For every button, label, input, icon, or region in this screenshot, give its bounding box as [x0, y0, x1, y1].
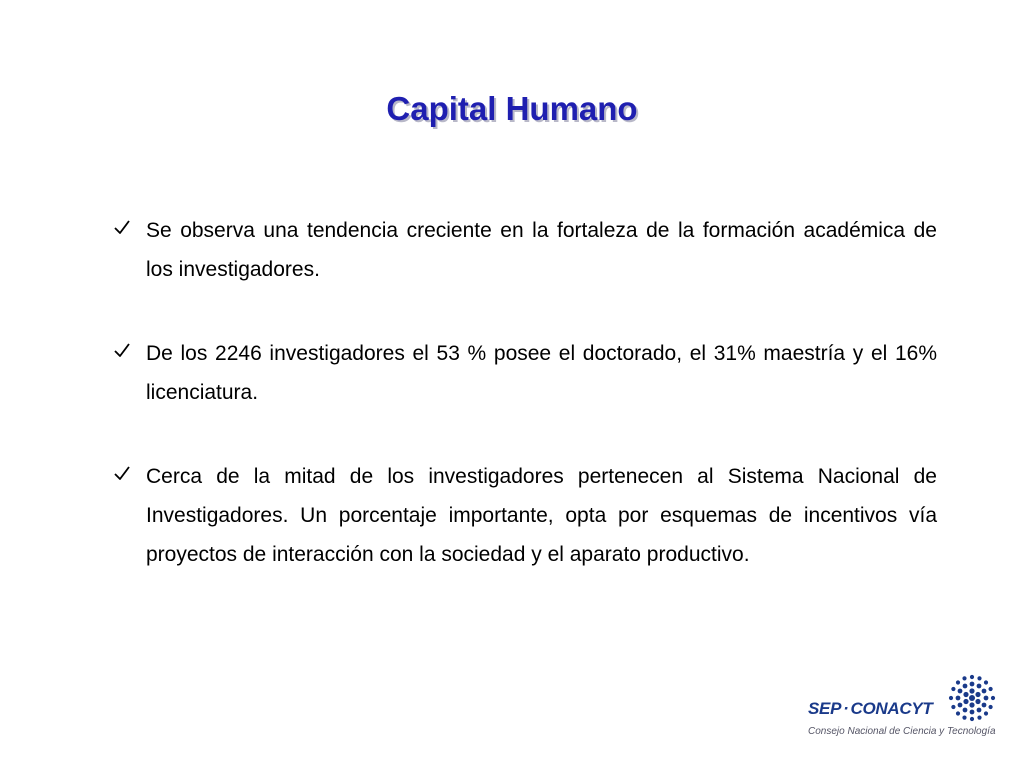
- bullet-list: [113, 211, 937, 574]
- logo-sep-text: SEP: [808, 699, 842, 718]
- slide-title: Capital Humano: [386, 90, 638, 127]
- check-icon: [113, 211, 133, 250]
- bullet-item: [113, 457, 937, 574]
- logo-dot: ·: [843, 699, 849, 718]
- bullet-item: [113, 334, 937, 412]
- bullet-text: Cerca de la mitad de los investigadores pertenecen al Sistema Nacional de Investigadores. Un porcentaje importante, opta por esquemas de incentivos vía proyectos de interacción con la sociedad y el aparato productivo.: [146, 465, 937, 566]
- bullet-text: De los 2246 investigadores el 53 % posee el doctorado, el 31% maestría y el 16% licenciatura.: [146, 342, 937, 404]
- conacyt-emblem-icon: [946, 672, 998, 724]
- check-icon: [113, 334, 133, 373]
- check-icon: [113, 457, 133, 496]
- logo-wordmark: [808, 699, 932, 719]
- logo-subtitle: Consejo Nacional de Ciencia y Tecnología: [808, 726, 996, 737]
- sep-conacyt-logo: [806, 672, 1002, 742]
- bullet-text: Se observa una tendencia creciente en la fortaleza de la formación académica de los investigadores.: [146, 219, 937, 281]
- logo-conacyt-text: CONACYT: [850, 699, 933, 718]
- bullet-item: [113, 211, 937, 289]
